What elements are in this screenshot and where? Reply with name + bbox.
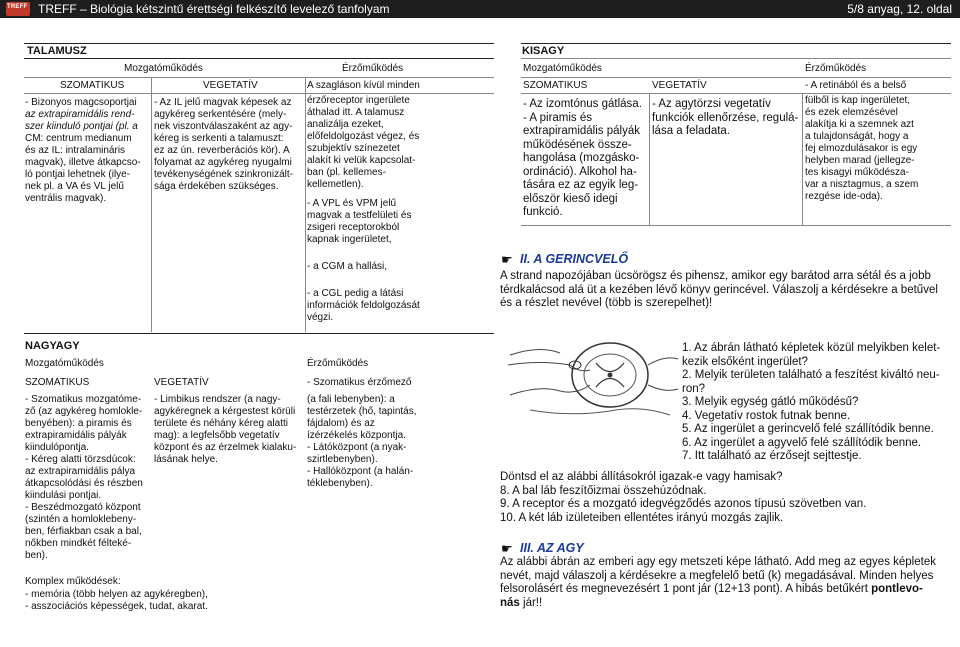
talamusz-col-vegetative: VEGETATÍV [203, 80, 258, 91]
gerincvelo-questions: 1. Az ábrán látható képletek közül melyikben kelet- kezik elsőként ingerület? 2. Melyik területen található a feszítést kiváltó neu- ron? 3. Melyik egység gátló működésű? 4. Vegetatív rostok futnak benne. 5. Az ingerület a gerincvelő felé szállítódik benne. 6. Az ingerület a agyvelő felé szállítódik benne. 7. Itt található az érzősejt sejttestje. [682, 342, 941, 462]
nagyagy-somatic-text: - Szomatikus mozgatóme- ző (az agykéreg homlokle- benyében): a piramis és extrapiramidális pályák kiindulópontja. - Kéreg alatti törzsdúcok: az extrapiramidális pálya átkapcsolódási és részben kiindulási pontjai. - Beszédmozgató központ (szintén a homloklebeny- ben, férfiakban csak a bal, nőkben mindkét félteké- ben). [25, 394, 143, 561]
nagyagy-col-sensory: - Szomatikus érzőmező [307, 377, 412, 388]
pointing-hand-icon: ☛ [501, 541, 513, 556]
logo-text: TREFF [7, 4, 28, 10]
nagyagy-col-vegetative: VEGETATÍV [154, 377, 209, 388]
kisagy-sensory-text: fülből is kap ingerületet, és ezek elemzésével alakítja ki a szemnek azt a tulajdonságát, hogy a fej elmozdulásakor is egy helyben marad (jellegze- tes kisagyi működésza- var a nisztagmus, a szem rezgése ide-oda). [805, 95, 919, 202]
nagyagy-vegetative-text: - Limbikus rendszer (a nagy- agykéregnek a kérgestest körüli területe és néhány kéreg alatti mag): a legfelsőbb vegetatív központ és az érzelmek kialaku- lásának helye. [154, 394, 297, 465]
nagyagy-col-somatic: SZOMATIKUS [25, 377, 90, 388]
kisagy-motor-label: Mozgatóműködés [523, 63, 602, 74]
nagyagy-complex-line-1: - memória (több helyen az agykéregben), [25, 589, 208, 600]
talamusz-motor-label: Mozgatóműködés [124, 63, 203, 74]
talamusz-col-somatic: SZOMATIKUS [60, 80, 125, 91]
pointing-hand-icon: ☛ [501, 252, 513, 267]
nagyagy-complex-label: Komplex működések: [25, 576, 121, 587]
nagyagy-sensory-label: Érzőműködés [307, 358, 369, 369]
kisagy-col-vegetative: VEGETATÍV [652, 80, 707, 91]
kisagy-col-sensory: - A retinából és a belső [805, 80, 907, 91]
gerincvelo-heading: II. A GERINCVELŐ [520, 252, 629, 266]
kisagy-col-somatic: SZOMATIKUS [523, 80, 588, 91]
nagyagy-title: NAGYAGY [25, 340, 80, 352]
page-indicator: 5/8 anyag, 12. oldal [847, 2, 952, 16]
gerincvelo-intro: A strand napozójában ücsörögsz és pihensz, amikor egy barátod arra sétál és a jobb térdkalácsod alá üt a kezében lévő könyv gerincével. Válaszolj a kérdésekre a betűvel és a részlet nevével (több is szerepelhet)! [500, 270, 938, 309]
agy-text: Az alábbi ábrán az emberi agy egy metszeti képe látható. Add meg az egyes képletek nevét, majd válaszolj a kérdésekre a megfelelő betű (k) megadásával. Minden helyes felsorolásért és megnevezésért 1 pont jár (12+13 pont). A hibás betűkért pontlevo- nás jár!! [500, 556, 936, 609]
talamusz-vegetative-text: - Az IL jelű magvak képesek az agykéreg serkentésére (mely- nek viszontválaszaként az agy- kéreg is serkenti a talamuszt: ez az ún. reverberációs kör). A folyamat az agykéreg nyugalmi tevékenységének szinkronizált- sága érdekében szükséges. [154, 97, 293, 192]
talamusz-somatic-text: - Bizonyos magcsoportjai az extrapiramidális rend- szer kiinduló pontjai (pl. a CM: centrum medianum és az IL: intralamináris magvak), illetve átkapcso- ló pontjai lehetnek (ilye- nek pl. a VA és VL jelű ventrális magvak). [25, 97, 141, 204]
nagyagy-complex-line-2: - asszociációs képességek, tudat, akarat. [25, 601, 208, 612]
kisagy-title: KISAGY [522, 45, 565, 57]
talamusz-col-sensory: A szagláson kívül minden [307, 80, 420, 91]
document-title: TREFF – Biológia kétszintű érettségi felkészítő levelező tanfolyam [38, 2, 390, 16]
talamusz-title: TALAMUSZ [27, 45, 87, 57]
nagyagy-motor-label: Mozgatóműködés [25, 358, 104, 369]
nagyagy-sensory-text: (a fali lebenyben): a testérzetek (hő, tapintás, fájdalom) és az ízérzékelés központja. - Látóközpont (a nyak- szirtlebenyben). - Hallóközpont (a halán- téklebenyben). [307, 394, 417, 489]
kisagy-vegetative-text: - Az agytörzsi vegetatív funkciók ellenőrzése, regulá- lása a feladata. [652, 98, 799, 137]
kisagy-somatic-text: - Az izomtónus gátlása. - A piramis és extrapiramidális pályák működésének össze- hangolása (mozgásko- ordináció). Alkohol ha- tására ez az egyik leg- először kieső idegi funkció. [523, 98, 642, 218]
gerincvelo-statements: Döntsd el az alábbi állításokról igazak-e vagy hamisak? 8. A bal láb feszítőizmai összehúzódnak. 9. A receptor és a mozgató idegvégződés azonos típusú szövetben van. 10. A két láb izületeiben ellentétes irányú mozgás zajlik. [500, 471, 867, 524]
kisagy-sensory-label: Érzőműködés [805, 63, 867, 74]
spinal-cord-diagram [500, 325, 680, 437]
talamusz-sensory-label: Érzőműködés [342, 63, 404, 74]
agy-heading: III. AZ AGY [520, 541, 584, 555]
talamusz-sensory-text: érzőreceptor ingerülete áthalad itt. A talamusz analizálja ezeket, előfeldolgozást végez, és szubjektív színezetet alakít ki velük kapcsolat- ban (pl. kellemes- kellemetlen). - A VPL és VPM jelű magvak a testfelületi és zsigeri receptorokból kapnak ingerületet, - a CGM a hallási, - a CGL pedig a látási információk feldolgozását végzi. [307, 95, 420, 323]
